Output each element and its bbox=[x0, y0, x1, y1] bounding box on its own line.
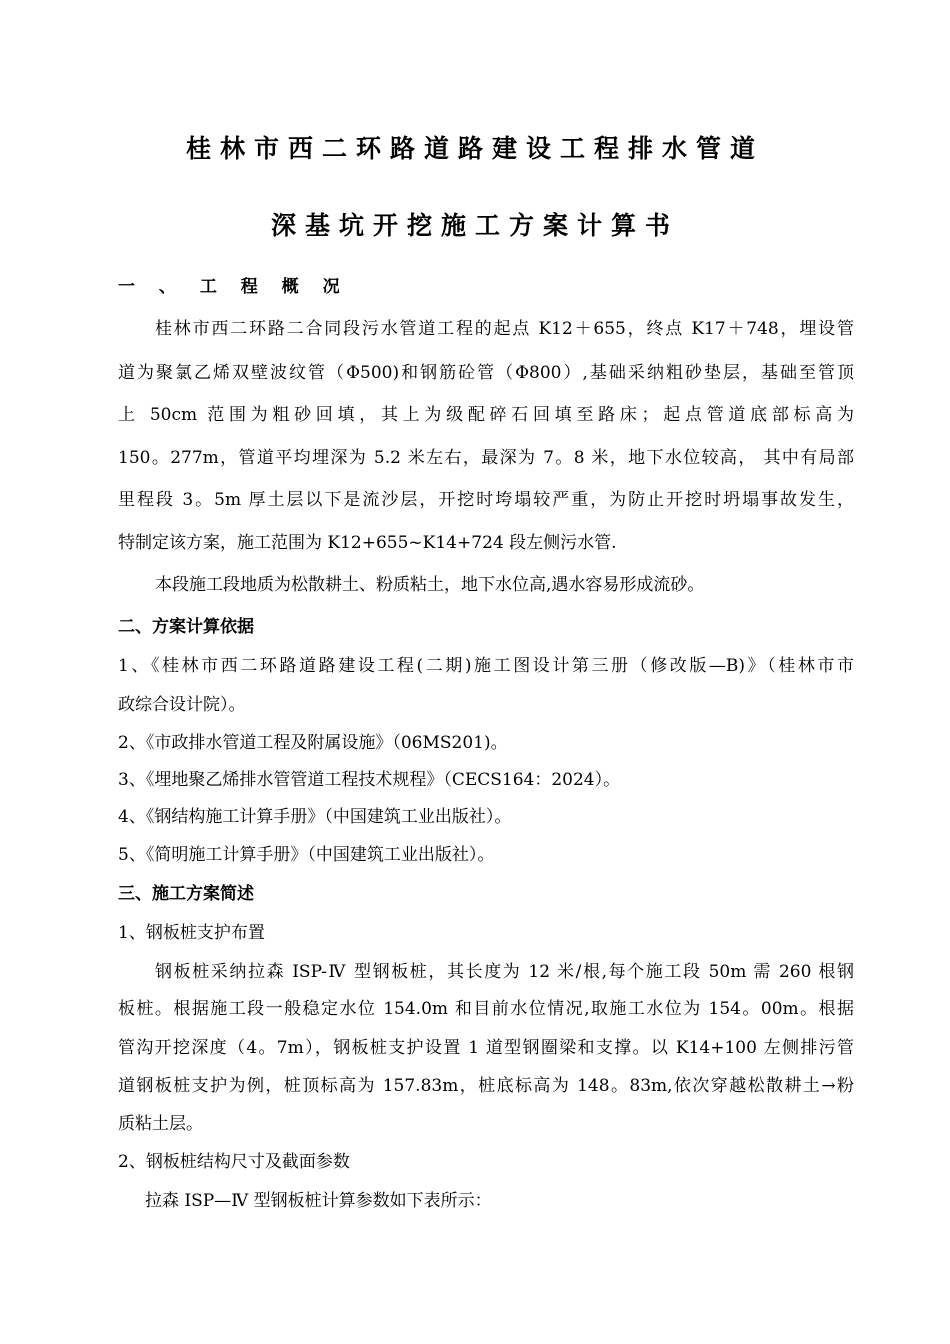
paragraph-line: 150。277m，管道平均埋深为 5.2 米左右，最深为 7。8 米，地下水位较高， 其中有局部 bbox=[118, 448, 854, 468]
reference-item: 政综合设计院）。 bbox=[118, 695, 246, 715]
document-title-line-1: 桂林市西二环路道路建设工程排水管道 bbox=[185, 134, 764, 163]
paragraph-line: 里程段 3。5m 厚土层以下是流沙层，开挖时垮塌较严重，为防止开挖时坍塌事故发生， bbox=[118, 490, 854, 510]
paragraph-line: 质粘土层。 bbox=[118, 1114, 203, 1134]
subsection-heading: 1、钢板桩支护布置 bbox=[118, 923, 265, 943]
reference-item: 5、《简明施工计算手册》（中国建筑工业出版社）。 bbox=[118, 845, 495, 865]
section-heading-basis: 二、方案计算依据 bbox=[118, 617, 254, 637]
subsection-heading: 2、钢板桩结构尺寸及截面参数 bbox=[118, 1152, 350, 1172]
reference-item: 1、《桂林市西二环路道路建设工程(二期)施工图设计第三册（修改版—B)》（桂林市市 bbox=[118, 656, 854, 676]
paragraph-line: 特制定该方案，施工范围为 K12+655~K14+724 段左侧污水管. bbox=[118, 533, 617, 553]
paragraph-line: 管沟开挖深度（4。7m），钢板桩支护设置 1 道型钢圈梁和支撑。以 K14+100 左侧排污管 bbox=[118, 1038, 854, 1058]
paragraph-geology: 本段施工段地质为松散耕土、粉质粘土，地下水位高,遇水容易形成流砂。 bbox=[155, 575, 705, 595]
reference-item: 3、《埋地聚乙烯排水管管道工程技术规程》（CECS164：2024）。 bbox=[118, 770, 621, 790]
paragraph-table-intro: 拉森 ISP—Ⅳ 型钢板桩计算参数如下表所示： bbox=[145, 1191, 492, 1211]
reference-item: 4、《钢结构施工计算手册》（中国建筑工业出版社）。 bbox=[118, 807, 512, 827]
paragraph-line: 道钢板桩支护为例，桩顶标高为 157.83m，桩底标高为 148。83m,依次穿越松散耕土→粉 bbox=[118, 1076, 854, 1096]
paragraph-line: 桂林市西二环路二合同段污水管道工程的起点 K12＋655，终点 K17＋748，埋设管 bbox=[155, 319, 854, 339]
paragraph-line: 道为聚氯乙烯双壁波纹管（Φ500)和钢筋砼管（Φ800）,基础采纳粗砂垫层，基础至管顶 bbox=[118, 363, 854, 383]
section-heading-overview: 一 、 工 程 概 况 bbox=[118, 277, 349, 297]
reference-item: 2、《市政排水管道工程及附属设施》（06MS201)。 bbox=[118, 733, 508, 753]
paragraph-line: 板桩。根据施工段一般稳定水位 154.0m 和目前水位情况,取施工水位为 154。00m。根据 bbox=[118, 999, 854, 1019]
document-title-line-2: 深基坑开挖施工方案计算书 bbox=[270, 211, 679, 240]
section-heading-construction: 三、施工方案简述 bbox=[118, 884, 254, 904]
paragraph-line: 钢板桩采纳拉森 ISP-Ⅳ 型钢板桩，其长度为 12 米/根,每个施工段 50m 需 260 根钢 bbox=[155, 962, 854, 982]
paragraph-line: 上 50cm 范围为粗砂回填，其上为级配碎石回填至路床；起点管道底部标高为 bbox=[118, 405, 854, 425]
